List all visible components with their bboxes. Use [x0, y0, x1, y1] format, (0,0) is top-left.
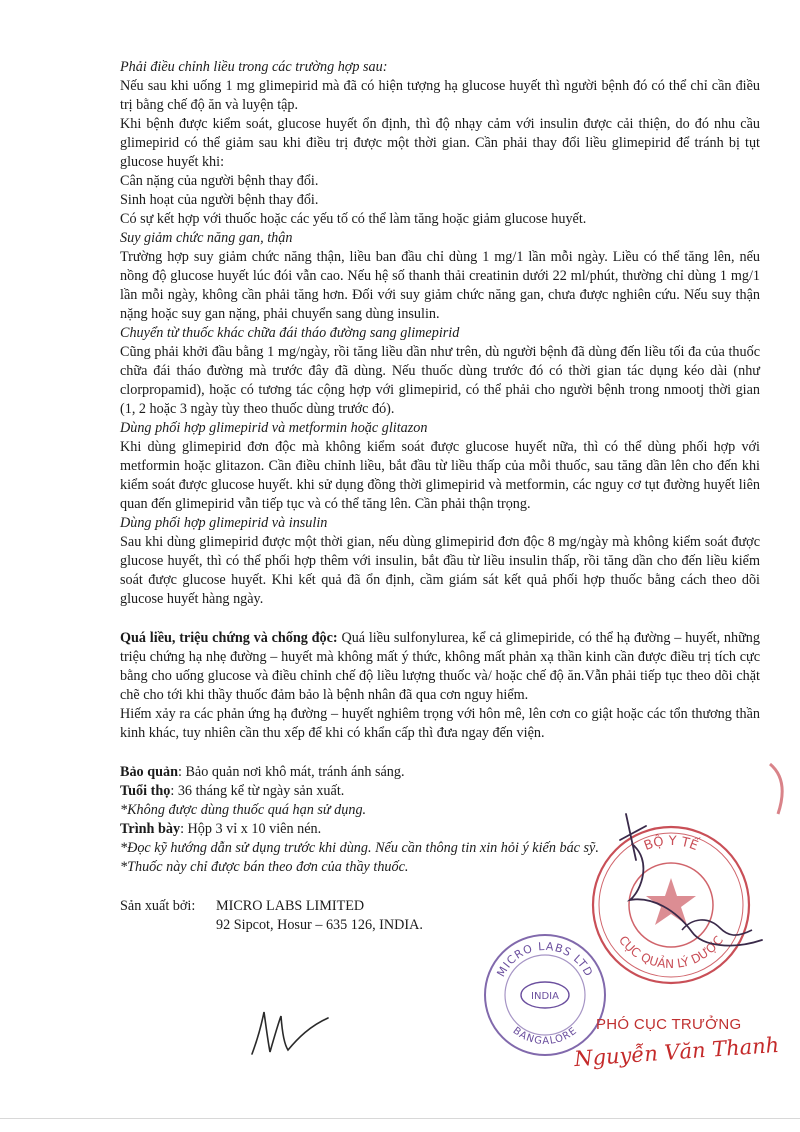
read-instructions-note: *Đọc kỹ hướng dẫn sử dụng trước khi dùng. Nếu cần thông tin xin hỏi ý kiến bác sỹ. [120, 840, 599, 856]
adjust-line-2: Khi bệnh được kiểm soát, glucose huyết ổn định, thì độ nhạy cảm với insulin được cải thiện, do đó nhu cầu glimepirid có thể giảm sau khi điều trị được một thời gian. Cần phải thay đổi liều glimepirid để tránh bị tụt glucose huyết khi: [120, 116, 760, 170]
adjust-line-4: Sinh hoạt của người bệnh thay đổi. [120, 192, 319, 208]
microlabs-stamp [480, 930, 610, 1060]
shelf-life-text: : 36 tháng kể từ ngày sản xuất. [170, 783, 345, 799]
spacer [120, 609, 760, 629]
overdose-text: Quá liều sulfonylurea, kể cả glimepiride, có thể hạ đường – huyết, những triệu chứng hạ nhẹ đường – huyết mà không mất ý thức, không mất phản xạ thần kinh cần được điều trị tích cực bằng cho uống glucose và điều chỉnh chế độ liều lượng thuốc và/ hoặc chế độ ăn.Vẫn phải tiếp tục theo dõi chặt chẽ cho tới khi thầy thuốc đảm bảo là bệnh nhân đã qua cơn nguy hiểm. [120, 630, 760, 703]
storage-line [120, 763, 760, 782]
stamp-edge-mark [760, 760, 790, 820]
switch-heading: Chuyển từ thuốc khác chữa đái tháo đường sang glimepirid [120, 325, 460, 341]
shelf-life-line [120, 782, 760, 801]
prescription-note: *Thuốc này chỉ được bán theo đơn của thầy thuốc. [120, 859, 409, 875]
storage-label: Bảo quản [120, 764, 178, 780]
ministry-signature [612, 800, 772, 1000]
page-bottom-edge [0, 1118, 800, 1119]
signatory-name: Nguyễn Văn Thanh [573, 1032, 780, 1072]
manufacturer-label: Sản xuất bởi: [120, 898, 196, 914]
adjust-heading: Phải điều chỉnh liều trong các trường hợp sau: [120, 59, 388, 75]
manufacturer-address: 92 Sipcot, Hosur – 635 126, INDIA. [216, 917, 423, 933]
expiry-note: *Không được dùng thuốc quá hạn sử dụng. [120, 802, 367, 818]
adjust-line-3: Cân nặng của người bệnh thay đổi. [120, 173, 319, 189]
overdose-paragraph [120, 629, 760, 705]
switch-text: Cũng phải khởi đầu bằng 1 mg/ngày, rồi tăng liều dần như trên, dù người bệnh đã dùng đến liều tối đa của thuốc chữa đái tháo đường mà trước đây đã dùng. Nếu thuốc dùng trước đó có thời gian tác dụng kéo dài (như clorpropamid), hoặc có tương tác cộng hợp với glimepirid, có thể phải cho người bệnh trong nmootj thời gian (1, 2 hoặc 3 ngày tùy theo thuốc dùng trước đó). [120, 344, 760, 417]
spacer [120, 743, 760, 763]
metformin-text: Khi dùng glimepirid đơn độc mà không kiểm soát được glucose huyết nữa, thì có thể dùng phối hợp với metformin hoặc glitazon. Cần điều chỉnh liều, bắt đầu từ liều thấp của mỗi thuốc, sau tăng dần lên cho đến khi kiểm soát được glucose huyết. khi sử dụng đồng thời glimepirid và metformin, các nguy cơ tụt đường huyết liên quan đến glimepirid vẫn tiếp tục và có thể tăng lên. Cần phải thận trọng. [120, 439, 760, 512]
packaging-label: Trình bày [120, 821, 181, 837]
insulin-text: Sau khi dùng glimepirid được một thời gian, nếu dùng glimepirid đơn độc 8 mg/ngày mà không kiểm soát được glucose huyết, thì có thể phối hợp thêm với insulin, bắt đầu từ liều insulin thấp, rồi tăng dần cho đến liều kiểm soát được glucose huyết. Khi kết quả đã ổn định, cầm giám sát kết quả phối hợp thuốc bằng cách theo dõi glucose huyết hàng ngày. [120, 534, 760, 607]
manufacturer-name: MICRO LABS LIMITED [216, 898, 365, 914]
overdose-text-2: Hiếm xảy ra các phản ứng hạ đường – huyết nghiêm trọng với hôn mê, lên cơn co giật hoặc các tổn thương thần kinh khác, tuy nhiên cần thu xếp để khi có khẩn cấp thì đưa ngay đến viện. [120, 706, 760, 741]
ministry-stamp-top-text: BỘ Y TẾ [642, 833, 700, 855]
adjust-line-5: Có sự kết hợp với thuốc hoặc các yếu tố có thể làm tăng hoặc giảm glucose huyết. [120, 211, 587, 227]
microlabs-stamp-bottom-text: BANGALORE [510, 1025, 580, 1048]
adjust-line-1: Nếu sau khi uống 1 mg glimepirid mà đã có hiện tượng hạ glucose huyết thì người bệnh đó có thể chỉ cần điều trị bằng chế độ ăn và luyện tập. [120, 78, 760, 113]
manufacturer-signature [248, 1008, 338, 1058]
insulin-heading: Dùng phối hợp glimepirid và insulin [120, 515, 328, 531]
metformin-heading: Dùng phối hợp glimepirid và metformin hoặc glitazon [120, 420, 428, 436]
packaging-text: : Hộp 3 vỉ x 10 viên nén. [180, 821, 322, 837]
storage-text: : Bảo quản nơi khô mát, tránh ánh sáng. [177, 764, 405, 780]
shelf-life-label: Tuổi thọ [120, 783, 171, 799]
microlabs-stamp-top-text: MICRO LABS LTD [494, 939, 596, 980]
signatory-title: PHÓ CỤC TRƯỞNG [596, 1016, 742, 1033]
overdose-label: Quá liều, triệu chứng và chống độc: [120, 630, 338, 646]
svg-text:BANGALORE [511, 1025, 580, 1047]
ministry-stamp-bottom-text: CỤC QUẢN LÝ DƯỢC [616, 933, 726, 972]
microlabs-stamp-center-text: INDIA [531, 991, 559, 1002]
liver-text: Trường hợp suy giảm chức năng thận, liều ban đầu chỉ dùng 1 mg/1 lần mỗi ngày. Liều có thể tăng lên, nếu nồng độ glucose huyết lúc đói vẫn cao. Nếu hệ số thanh thải creatinin dưới 22 ml/phút, thường chỉ dùng 1 mg/1 lần mỗi ngày, không cần phải tăng hơn. Đối với suy giảm chức năng gan, chưa được nghiên cứu. Nếu suy thận nặng hoặc suy gan nặng, phải chuyển sang dùng insulin. [120, 249, 760, 322]
liver-heading: Suy giảm chức năng gan, thận [120, 230, 293, 246]
